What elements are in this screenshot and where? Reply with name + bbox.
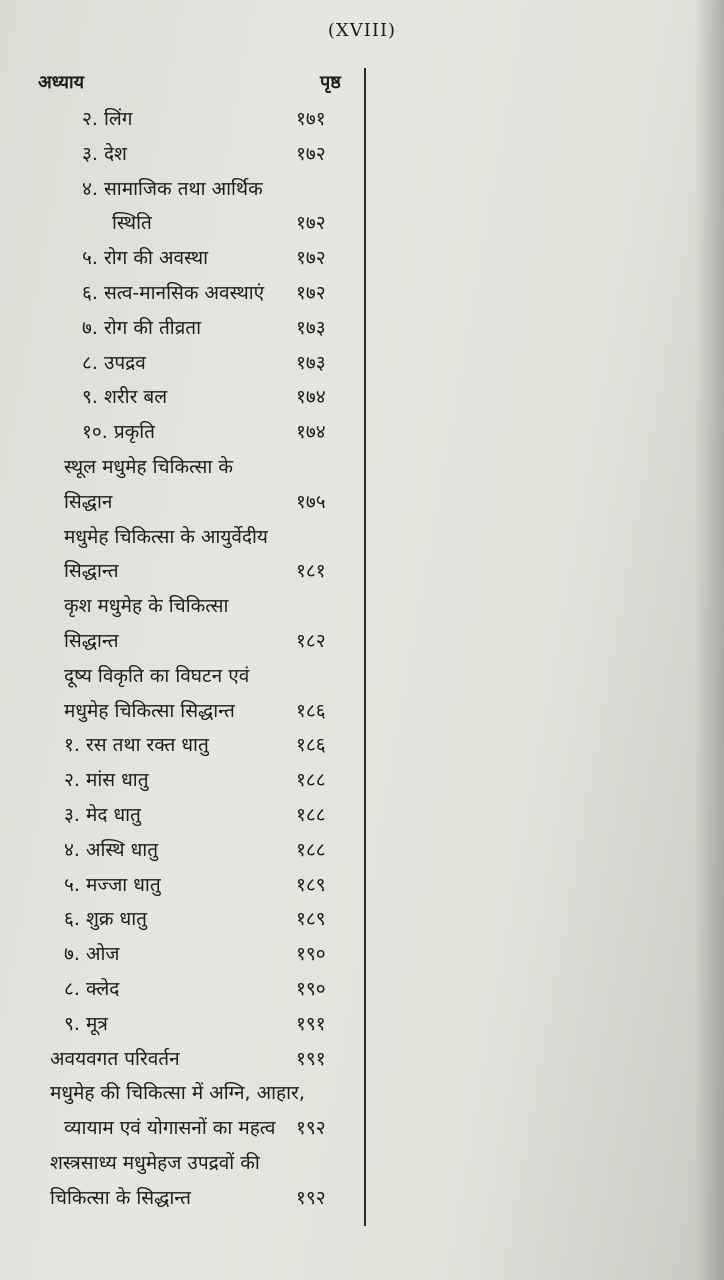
toc-entry	[64, 626, 355, 656]
toc-entry	[64, 800, 355, 830]
toc-entry	[82, 348, 355, 378]
toc-entry-page: १९२	[296, 1117, 326, 1140]
column-divider	[364, 68, 366, 1226]
toc-entry-page: १९०	[296, 978, 326, 1000]
toc-entry-title: चिकित्सा के सिद्धान्त	[50, 1186, 191, 1209]
toc-entry-page: १९१	[296, 1047, 326, 1070]
left-column-header	[38, 68, 350, 98]
toc-entry-page: १७४	[296, 386, 326, 409]
toc-entry-title: १०. प्रकृति	[82, 421, 155, 444]
toc-entry-page: १८६	[296, 734, 326, 757]
chapter-heading: अध्याय	[38, 72, 85, 93]
toc-entry-title: ६. शुक्र धातु	[64, 908, 147, 931]
toc-entry-page: १९२	[296, 1186, 326, 1209]
toc-entry-title: शस्त्रसाध्य मधुमेहज उपद्रवों की	[50, 1152, 260, 1174]
toc-entry-page: १७३	[296, 316, 326, 339]
toc-entry	[64, 835, 355, 865]
toc-entry-title: अवयवगत परिवर्तन	[50, 1047, 180, 1070]
toc-entry-title: ४. सामाजिक तथा आर्थिक	[82, 177, 263, 200]
toc-entry-title: ४. अस्थि धातु	[64, 838, 159, 861]
toc-entry-page: १८२	[296, 630, 326, 652]
toc-entry	[82, 313, 355, 343]
toc-entry	[50, 1078, 355, 1108]
page-number: (XVIII)	[327, 20, 397, 41]
toc-entry-title: ७. रोग की तीव्रता	[82, 316, 202, 339]
toc-entry-page: १७२	[296, 282, 326, 304]
toc-entry	[50, 1148, 355, 1178]
toc-entry	[64, 974, 355, 1004]
toc-entry-title: ५. रोग की अवस्था	[82, 247, 209, 270]
toc-entry-page: १७२	[296, 247, 326, 270]
toc-entry-page: १८१	[296, 560, 326, 583]
toc-entry-title: ३. देश	[82, 142, 127, 165]
toc-entry-title: सिद्धान्त	[64, 560, 119, 583]
toc-entry	[50, 1044, 355, 1074]
toc-entry	[64, 661, 355, 691]
toc-entry-title: ८. क्लेद	[64, 978, 120, 1000]
toc-entry-title: स्थूल मधुमेह चिकित्सा के	[64, 456, 233, 478]
toc-entry-page: १८८	[296, 769, 326, 792]
toc-entry-title: मधुमेह चिकित्सा सिद्धान्त	[64, 699, 235, 722]
toc-entry	[82, 139, 355, 169]
toc-entry	[64, 1113, 355, 1143]
toc-entry	[50, 1183, 355, 1213]
toc-entry-title: २. लिंग	[82, 108, 133, 130]
toc-entry-title: स्थिति	[112, 212, 152, 235]
toc-entry-title: व्यायाम एवं योगासनों का महत्व	[64, 1117, 276, 1140]
toc-entry-title: मधुमेह चिकित्सा के आयुर्वेदीय	[64, 525, 268, 548]
toc-entry-title: ६. सत्व-मानसिक अवस्थाएं	[82, 282, 265, 304]
toc-entry-title: ९. शरीर बल	[82, 386, 168, 409]
toc-entry-title: २. मांस धातु	[64, 769, 149, 792]
toc-entry-page: १७२	[296, 142, 326, 165]
toc-entry	[64, 1009, 355, 1039]
toc-entry-page: १९१	[296, 1012, 326, 1035]
toc-entry-page: १८६	[296, 699, 326, 722]
toc-entry-page: १७५	[296, 490, 326, 513]
toc-entry	[112, 208, 355, 238]
toc-entry-title: मधुमेह की चिकित्सा में अग्नि, आहार,	[50, 1082, 305, 1105]
page-heading: पृष्ठ	[320, 72, 341, 93]
toc-entry-title: ७. ओज	[64, 943, 120, 966]
toc-entry	[82, 243, 355, 273]
toc-entry-page: १७४	[296, 421, 326, 444]
toc-entry	[64, 765, 355, 795]
toc-entry	[64, 452, 355, 482]
toc-entry	[64, 556, 355, 586]
toc-entry-title: ३. मेद धातु	[64, 804, 141, 826]
toc-entry-page: १८९	[296, 908, 326, 931]
toc-entry	[64, 939, 355, 969]
toc-entry-title: दूष्य विकृति का विघटन एवं	[64, 664, 250, 687]
toc-entry-title: सिद्धान	[64, 490, 113, 513]
toc-entry-title: ५. मज्जा धातु	[64, 873, 161, 896]
toc-entry	[82, 104, 355, 134]
toc-entry	[82, 174, 355, 204]
toc-entry-page: १८९	[296, 873, 326, 896]
toc-entry-page: १७३	[296, 351, 326, 374]
toc-entry-page: १८८	[296, 804, 326, 826]
toc-entry	[64, 870, 355, 900]
toc-entry	[82, 382, 355, 412]
page-curl-shadow	[694, 0, 724, 1280]
toc-entry	[64, 696, 355, 726]
toc-entry-page: १८८	[296, 838, 326, 861]
toc-entry-page: १९०	[296, 943, 326, 966]
toc-entry-title: १. रस तथा रक्त धातु	[64, 734, 209, 757]
toc-entry	[82, 417, 355, 447]
toc-entry-page: १७२	[296, 212, 326, 235]
toc-entry	[64, 522, 355, 552]
toc-entry	[64, 730, 355, 760]
toc-entry	[64, 904, 355, 934]
toc-entry-page: १७१	[296, 108, 326, 130]
toc-entry	[82, 278, 355, 308]
toc-entry-title: ८. उपद्रव	[82, 351, 146, 374]
toc-entry	[64, 591, 355, 621]
toc-entry-title: ९. मूत्र	[64, 1012, 108, 1035]
toc-entry	[64, 487, 355, 517]
toc-entry-title: कृश मधुमेह के चिकित्सा	[64, 595, 229, 618]
toc-entry-title: सिद्धान्त	[64, 630, 119, 652]
